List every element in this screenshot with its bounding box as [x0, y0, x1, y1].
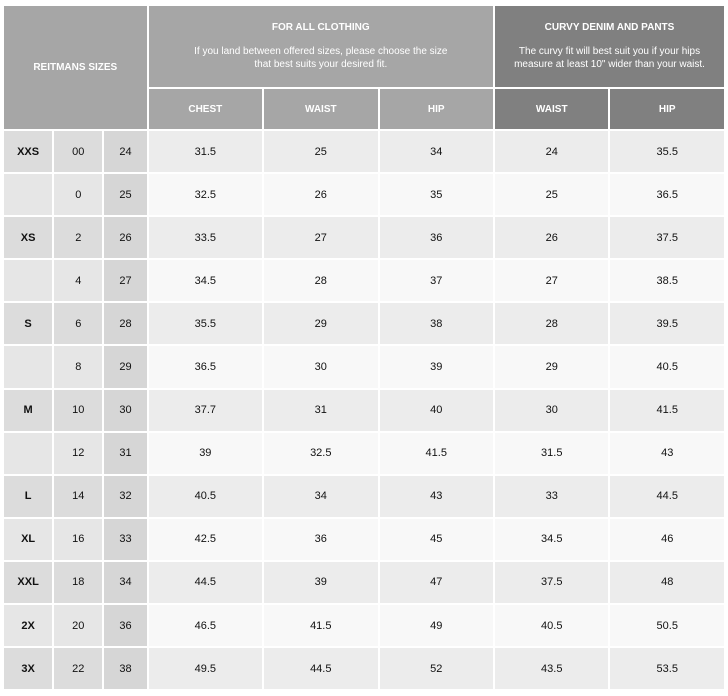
chest-value: 49.5: [149, 648, 262, 689]
alt-size: 33: [104, 519, 146, 560]
curvy-waist-value: 33: [495, 476, 608, 517]
curvy-hip-value: 46: [610, 519, 724, 560]
numeric-size: 12: [54, 433, 102, 474]
curvy-group-header: [495, 6, 724, 87]
chest-value: 40.5: [149, 476, 262, 517]
waist-value: 29: [264, 303, 377, 344]
alt-size: 31: [104, 433, 146, 474]
curvy-waist-value: 27: [495, 260, 608, 301]
curvy-hip-value: 48: [610, 562, 724, 603]
hip-value: 36: [380, 217, 494, 258]
size-label: [4, 433, 52, 474]
numeric-size: 14: [54, 476, 102, 517]
table-row: [4, 131, 724, 172]
size-label: M: [4, 390, 52, 431]
numeric-size: 4: [54, 260, 102, 301]
chest-value: 36.5: [149, 346, 262, 387]
column-header-chest: CHEST: [149, 89, 262, 129]
hip-value: 43: [380, 476, 494, 517]
column-header-hip: HIP: [380, 89, 494, 129]
alt-size: 36: [104, 605, 146, 646]
hip-value: 40: [380, 390, 494, 431]
table-row: [4, 303, 724, 344]
hip-value: 34: [380, 131, 494, 172]
size-label: [4, 260, 52, 301]
waist-value: 32.5: [264, 433, 377, 474]
alt-size: 25: [104, 174, 146, 215]
hip-value: 45: [380, 519, 494, 560]
curvy-hip-value: 53.5: [610, 648, 724, 689]
waist-value: 36: [264, 519, 377, 560]
waist-value: 28: [264, 260, 377, 301]
alt-size: 24: [104, 131, 146, 172]
numeric-size: 16: [54, 519, 102, 560]
numeric-size: 2: [54, 217, 102, 258]
numeric-size: 6: [54, 303, 102, 344]
curvy-waist-value: 34.5: [495, 519, 608, 560]
all-clothing-note: If you land between offered sizes, please choose the size that best suits your desired fit.: [194, 46, 448, 70]
hip-value: 52: [380, 648, 494, 689]
curvy-hip-value: 38.5: [610, 260, 724, 301]
curvy-waist-value: 26: [495, 217, 608, 258]
curvy-waist-value: 25: [495, 174, 608, 215]
table-row: [4, 174, 724, 215]
hip-value: 41.5: [380, 433, 494, 474]
size-label: L: [4, 476, 52, 517]
curvy-waist-value: 24: [495, 131, 608, 172]
waist-value: 41.5: [264, 605, 377, 646]
numeric-size: 00: [54, 131, 102, 172]
hip-value: 38: [380, 303, 494, 344]
size-label: [4, 346, 52, 387]
chest-value: 46.5: [149, 605, 262, 646]
table-row: [4, 217, 724, 258]
chest-value: 37.7: [149, 390, 262, 431]
hip-value: 47: [380, 562, 494, 603]
numeric-size: 0: [54, 174, 102, 215]
size-label: 2X: [4, 605, 52, 646]
waist-value: 30: [264, 346, 377, 387]
alt-size: 28: [104, 303, 146, 344]
size-label: XS: [4, 217, 52, 258]
chest-value: 33.5: [149, 217, 262, 258]
numeric-size: 18: [54, 562, 102, 603]
curvy-note: The curvy fit will best suit you if your hips measure at least 10" wider than your waist.: [514, 46, 705, 70]
curvy-hip-value: 50.5: [610, 605, 724, 646]
numeric-size: 20: [54, 605, 102, 646]
curvy-hip-value: 43: [610, 433, 724, 474]
table-row: [4, 562, 724, 603]
hip-value: 49: [380, 605, 494, 646]
chest-value: 39: [149, 433, 262, 474]
all-clothing-title: FOR ALL CLOTHING: [271, 22, 370, 33]
table-row: [4, 605, 724, 646]
size-table: [2, 4, 726, 691]
table-row: [4, 346, 724, 387]
size-label: 3X: [4, 648, 52, 689]
numeric-size: 8: [54, 346, 102, 387]
curvy-hip-value: 35.5: [610, 131, 724, 172]
alt-size: 38: [104, 648, 146, 689]
waist-value: 25: [264, 131, 377, 172]
hip-value: 39: [380, 346, 494, 387]
curvy-waist-value: 29: [495, 346, 608, 387]
size-label: XL: [4, 519, 52, 560]
chest-value: 35.5: [149, 303, 262, 344]
column-header-waist: WAIST: [264, 89, 377, 129]
chest-value: 32.5: [149, 174, 262, 215]
reitmans-sizes-header: REITMANS SIZES: [4, 6, 147, 129]
size-rows: [4, 131, 724, 689]
numeric-size: 22: [54, 648, 102, 689]
curvy-hip-value: 36.5: [610, 174, 724, 215]
column-header-curvy-hip: HIP: [610, 89, 724, 129]
alt-size: 32: [104, 476, 146, 517]
hip-value: 35: [380, 174, 494, 215]
waist-value: 44.5: [264, 648, 377, 689]
curvy-waist-value: 40.5: [495, 605, 608, 646]
size-label: XXS: [4, 131, 52, 172]
waist-value: 39: [264, 562, 377, 603]
alt-size: 29: [104, 346, 146, 387]
chest-value: 42.5: [149, 519, 262, 560]
all-clothing-group-header: [149, 6, 493, 87]
waist-value: 31: [264, 390, 377, 431]
chest-value: 44.5: [149, 562, 262, 603]
curvy-hip-value: 44.5: [610, 476, 724, 517]
chest-value: 31.5: [149, 131, 262, 172]
size-label: S: [4, 303, 52, 344]
curvy-hip-value: 40.5: [610, 346, 724, 387]
curvy-waist-value: 43.5: [495, 648, 608, 689]
column-header-curvy-waist: WAIST: [495, 89, 608, 129]
curvy-waist-value: 28: [495, 303, 608, 344]
waist-value: 34: [264, 476, 377, 517]
size-label: [4, 174, 52, 215]
curvy-hip-value: 37.5: [610, 217, 724, 258]
hip-value: 37: [380, 260, 494, 301]
waist-value: 26: [264, 174, 377, 215]
chest-value: 34.5: [149, 260, 262, 301]
table-row: [4, 648, 724, 689]
curvy-hip-value: 41.5: [610, 390, 724, 431]
table-row: [4, 260, 724, 301]
curvy-waist-value: 31.5: [495, 433, 608, 474]
curvy-waist-value: 37.5: [495, 562, 608, 603]
alt-size: 34: [104, 562, 146, 603]
curvy-waist-value: 30: [495, 390, 608, 431]
numeric-size: 10: [54, 390, 102, 431]
table-row: [4, 433, 724, 474]
curvy-title: CURVY DENIM AND PANTS: [544, 22, 675, 33]
alt-size: 26: [104, 217, 146, 258]
table-row: [4, 519, 724, 560]
alt-size: 27: [104, 260, 146, 301]
table-row: [4, 390, 724, 431]
size-label: XXL: [4, 562, 52, 603]
waist-value: 27: [264, 217, 377, 258]
alt-size: 30: [104, 390, 146, 431]
curvy-hip-value: 39.5: [610, 303, 724, 344]
table-row: [4, 476, 724, 517]
